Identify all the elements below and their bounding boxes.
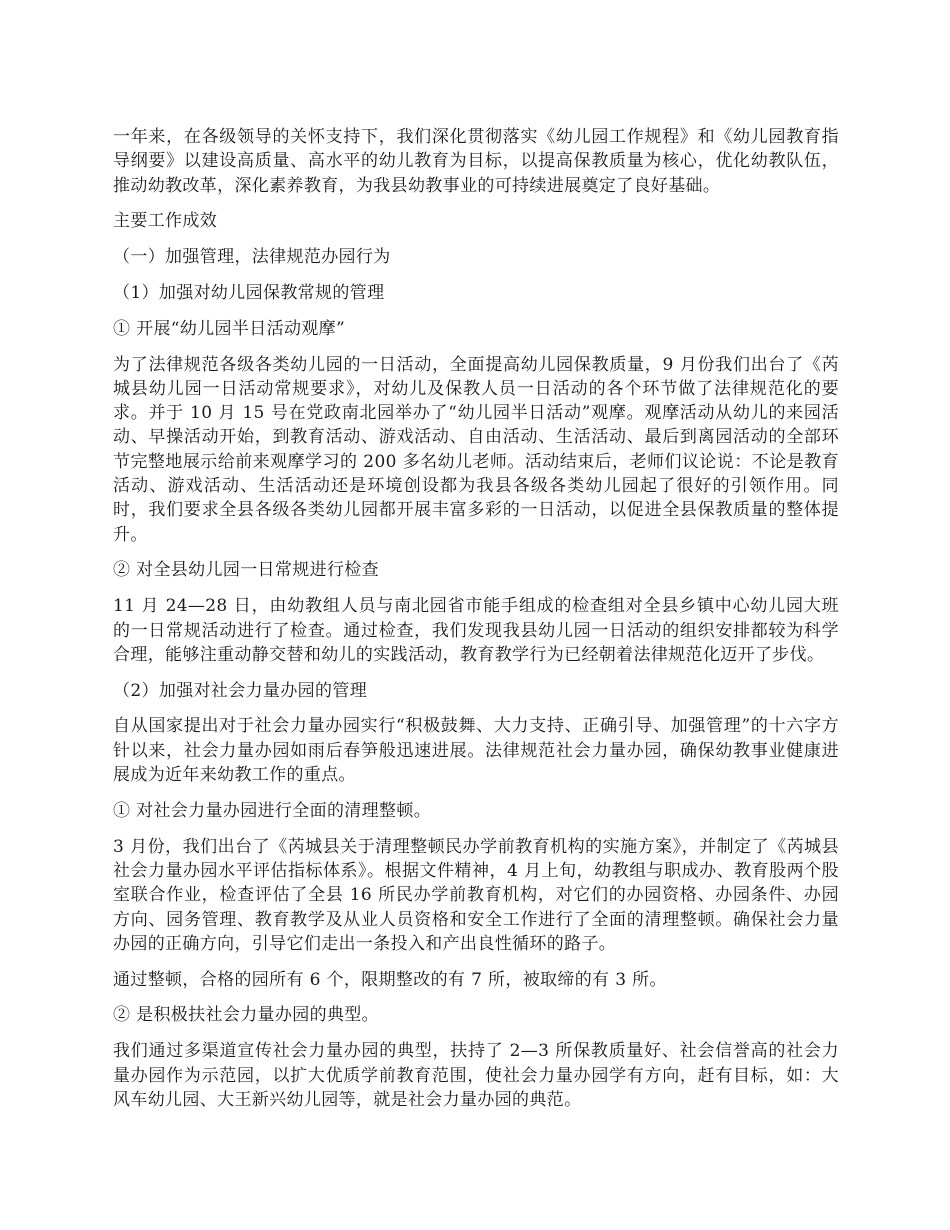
item-heading-model-support: ② 是积极扶社会力量办园的典型。: [113, 1005, 380, 1026]
section-heading-management: （一）加强管理，法律规范办园行为: [113, 247, 391, 268]
body-paragraph-private-policy: 自从国家提出对于社会力量办园实行“积极鼓舞、大力支持、正确引导、加强管理”的十六字方针以来，社会力量办园如雨后春笋般迅速进展。法律规范社会力量办园，确保幼教事业健康进展成为近年来幼教工作的重点。: [113, 716, 839, 786]
body-paragraph-routine-inspection: 11 月 24—28 日，由幼教组人员与南北园省市能手组成的检查组对全县乡镇中心幼儿园大班的一日常规活动进行了检查。通过检查，我们发现我县幼儿园一日活动的组织安排都较为科学合理，能够注重动静交替和幼儿的实践活动，教育教学行为已经朝着法律规范化迈开了步伐。: [113, 596, 839, 665]
body-paragraph-rectification: 3 月份，我们出台了《芮城县关于清理整顿民办学前教育机构的实施方案》，并制定了《芮城县社会力量办园水平评估指标体系》。根据文件精神，4 月上旬，幼教组与职成办、教育股两个股室联合作业，检查评估了全县 16 所民办学前教育机构，对它们的办园资格、办园条件、办园方向、园务管理、教育教学及从业人员资格和安全工作进行了全面的清理整顿。确保社会力量办园的正确方向，引导它们走出一条投入和产出良性循环的路子。: [113, 836, 839, 954]
intro-paragraph: 一年来，在各级领导的关怀支持下，我们深化贯彻落实《幼儿园工作规程》和《幼儿园教育指导纲要》以建设高质量、高水平的幼儿教育为目标，以提高保教质量为核心，优化幼教队伍，推动幼教改革，深化素养教育，为我县幼教事业的可持续进展奠定了良好基础。: [113, 127, 839, 196]
section-heading-main-achievements: 主要工作成效: [113, 211, 218, 232]
body-paragraph-rectification-result: 通过整顿，合格的园所有 6 个，限期整改的有 7 所，被取缔的有 3 所。: [113, 969, 667, 990]
body-paragraph-model-support: 我们通过多渠道宣传社会力量办园的典型，扶持了 2—3 所保教质量好、社会信誉高的社会力量办园作为示范园，以扩大优质学前教育范围，使社会力量办园学有方向，赶有目标，如：大风车幼儿园、大王新兴幼儿园等，就是社会力量办园的典范。: [113, 1041, 839, 1110]
document-page: [113, 125, 839, 1124]
subsection-heading-care-routine: （1）加强对幼儿园保教常规的管理: [113, 282, 385, 303]
body-paragraph-half-day-observation: 为了法律规范各级各类幼儿园的一日活动，全面提高幼儿园保教质量，9 月份我们出台了《芮城县幼儿园一日活动常规要求》，对幼儿及保教人员一日活动的各个环节做了法律规范化的要求。并于 10 月 15 号在党政南北园举办了“幼儿园半日活动”观摩。观摩活动从幼儿的来园活动、早操活动开始，到教育活动、游戏活动、自由活动、生活活动、最后到离园活动的全部环节完整地展示给前来观摩学习的 200 多名幼儿老师。活动结束后，老师们议论说：不论是教育活动、游戏活动、生活活动还是环境创设都为我县各级各类幼儿园起了很好的引领作用。同时，我们要求全县各级各类幼儿园都开展丰富多彩的一日活动，以促进全县保教质量的整体提升。: [113, 354, 839, 545]
item-heading-rectification: ① 对社会力量办园进行全面的清理整顿。: [113, 800, 432, 821]
subsection-heading-private-kindergartens: （2）加强对社会力量办园的管理: [113, 680, 368, 701]
item-heading-half-day-observation: ① 开展“幼儿园半日活动观摩”: [113, 318, 346, 339]
item-heading-routine-inspection: ② 对全县幼儿园一日常规进行检查: [113, 560, 380, 581]
